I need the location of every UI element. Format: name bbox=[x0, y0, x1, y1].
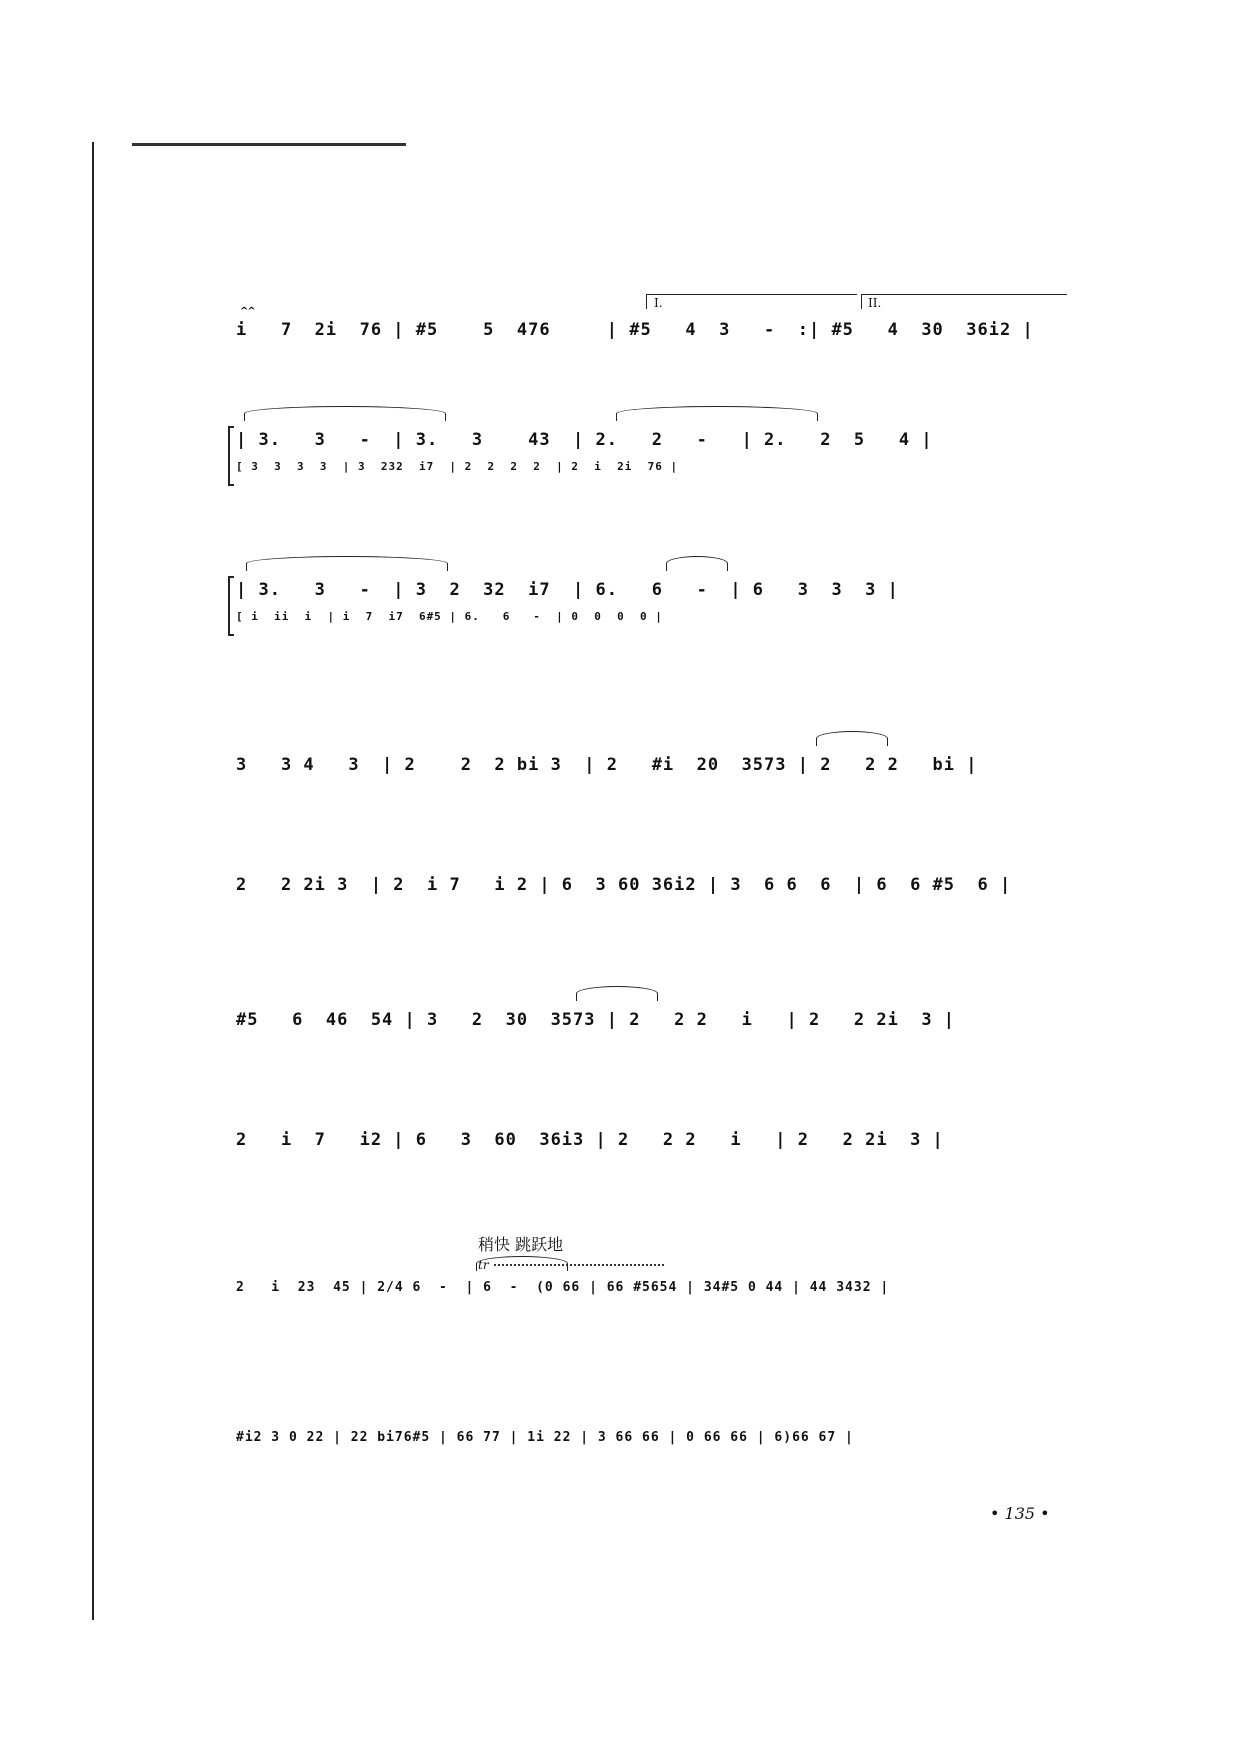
score-line-upper: 2 i 23 45 | 2/4 6 - | 6 - (0 66 | 66 #5654 | 34#5 0 44 | 44 3432 | bbox=[236, 1280, 890, 1295]
score-line-5 bbox=[236, 865, 1066, 925]
score-line-8 bbox=[236, 1270, 1066, 1330]
page-number: • 135 • bbox=[990, 1504, 1050, 1523]
slur-mark bbox=[576, 986, 658, 1001]
score-line-9 bbox=[236, 1420, 1066, 1480]
binding-line bbox=[92, 142, 94, 1620]
score-line-4 bbox=[236, 745, 1066, 805]
slur-mark bbox=[246, 556, 448, 571]
score-line-2 bbox=[236, 420, 1066, 480]
score-line-upper: #5 6 46 54 | 3 2 30 3573 | 2 2 2 i | 2 2 2i 3 | bbox=[236, 1010, 956, 1030]
mordent-icon: ^^ bbox=[240, 306, 255, 317]
system-bracket bbox=[228, 426, 234, 486]
score-line-upper: 2 i 7 i2 | 6 3 60 36i3 | 2 2 2 i | 2 2 2i 3 | bbox=[236, 1130, 944, 1150]
slur-mark bbox=[816, 731, 888, 746]
score-line-6 bbox=[236, 1000, 1066, 1060]
score-line-upper: | 3. 3 - | 3. 3 43 | 2. 2 - | 2. 2 5 4 | bbox=[236, 430, 933, 450]
score-line-upper: 2 2 2i 3 | 2 i 7 i 2 | 6 3 60 36i2 | 3 6 6 6 | 6 6 #5 6 | bbox=[236, 875, 1012, 895]
volta-2-bracket bbox=[861, 294, 1067, 309]
slur-mark bbox=[666, 556, 728, 571]
slur-mark bbox=[616, 406, 818, 421]
score-line-upper: i 7 2i 76 | #5 5 476 | #5 4 3 - :| #5 4 30 36i2 | bbox=[236, 320, 1034, 340]
score-line-7 bbox=[236, 1120, 1066, 1180]
score-line-1 bbox=[236, 296, 1066, 370]
score-line-3 bbox=[236, 570, 1066, 630]
trill-marking: tr bbox=[478, 1258, 489, 1272]
volta-2-label: II. bbox=[868, 296, 882, 310]
volta-1-label: I. bbox=[654, 296, 663, 310]
score-line-lower: [ 3 3 3 3 | 3 232 i7 | 2 2 2 2 | 2 i 2i 76 | bbox=[236, 460, 679, 473]
top-rule bbox=[132, 143, 406, 146]
volta-1-bracket bbox=[646, 294, 857, 309]
system-bracket bbox=[228, 576, 234, 636]
score-line-upper: 3 3 4 3 | 2 2 2 bi 3 | 2 #i 20 3573 | 2 2 2 bi | bbox=[236, 755, 978, 775]
tempo-marking: 稍快 跳跃地 bbox=[478, 1235, 564, 1254]
score-line-upper: #i2 3 0 22 | 22 bi76#5 | 66 77 | 1i 22 | 3 66 66 | 0 66 66 | 6)66 67 | bbox=[236, 1430, 854, 1445]
slur-mark bbox=[244, 406, 446, 421]
score-line-lower: [ i ii i | i 7 i7 6#5 | 6. 6 - | 0 0 0 0 | bbox=[236, 610, 663, 623]
slur-mark bbox=[476, 1256, 568, 1271]
score-line-upper: | 3. 3 - | 3 2 32 i7 | 6. 6 - | 6 3 3 3 | bbox=[236, 580, 899, 600]
